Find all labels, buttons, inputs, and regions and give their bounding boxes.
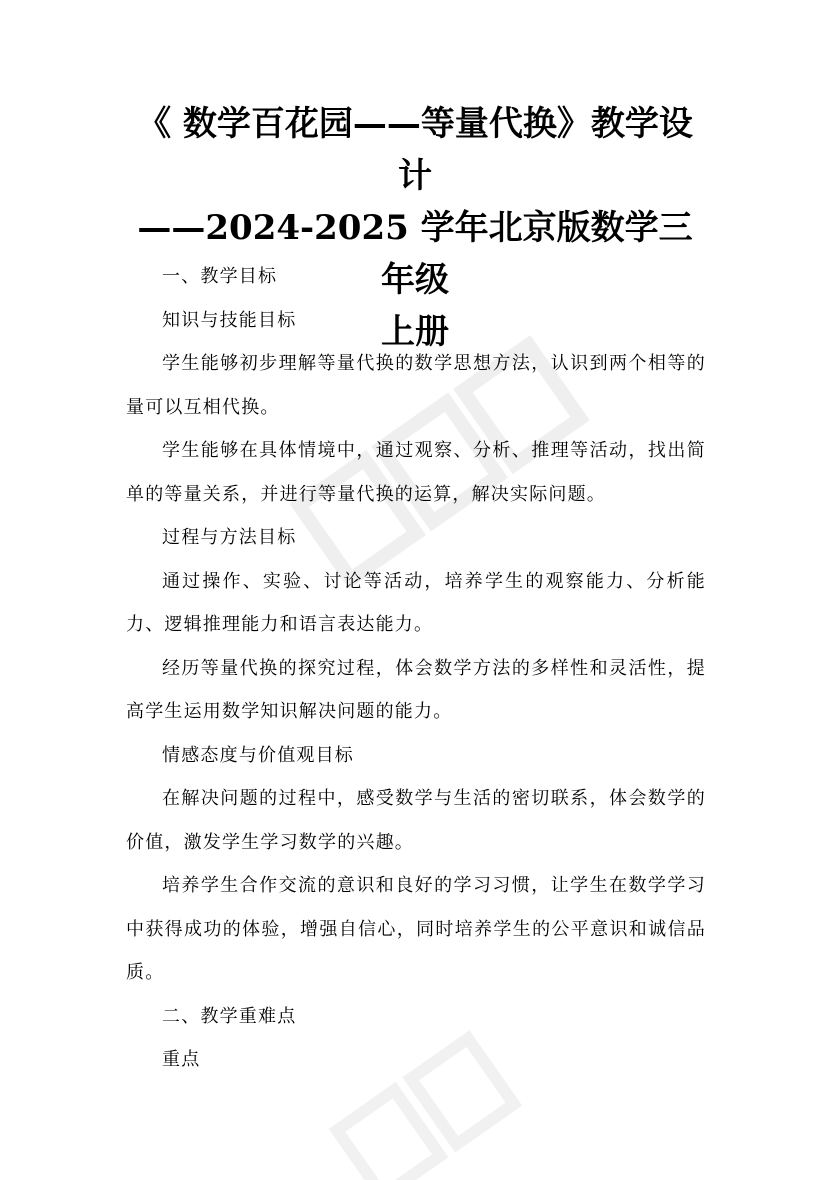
subsection-heading: 知识与技能目标 bbox=[162, 309, 297, 331]
subsection-heading: 情感态度与价值观目标 bbox=[162, 744, 354, 766]
title-line: ——2024-2025 学年北京版数学三年级 bbox=[137, 208, 693, 300]
section-heading: 一、教学目标 bbox=[162, 266, 278, 287]
paragraph: 培养学生合作交流的意识和良好的学习习惯，让学生在数学学习中获得成功的体验，增强自信心，同时培养学生的公平意识和诚信品质。 bbox=[126, 875, 706, 983]
paragraph: 通过操作、实验、讨论等活动，培养学生的观察能力、分析能力、逻辑推理能力和语言表达能力。 bbox=[126, 570, 706, 635]
subsection-heading: 重点 bbox=[162, 1049, 201, 1070]
paragraph: 在解决问题的过程中，感受数学与生活的密切联系，体会数学的价值，激发学生学习数学的兴趣。 bbox=[126, 788, 706, 853]
paragraph: 学生能够初步理解等量代换的数学思想方法，认识到两个相等的量可以互相代换。 bbox=[126, 353, 706, 418]
subsection-heading: 过程与方法目标 bbox=[162, 527, 297, 548]
title-line: 上册 bbox=[381, 312, 449, 352]
paragraph: 学生能够在具体情境中，通过观察、分析、推理等活动，找出简单的等量关系，并进行等量代换的运算，解决实际问题。 bbox=[126, 440, 706, 505]
title-line: 《 数学百花园——等量代换》教学设计 bbox=[137, 104, 693, 196]
paragraph: 经历等量代换的探究过程，体会数学方法的多样性和灵活性，提高学生运用数学知识解决问题的能力。 bbox=[126, 657, 706, 722]
section-heading: 二、教学重难点 bbox=[162, 1005, 297, 1027]
document-body bbox=[126, 255, 706, 1082]
